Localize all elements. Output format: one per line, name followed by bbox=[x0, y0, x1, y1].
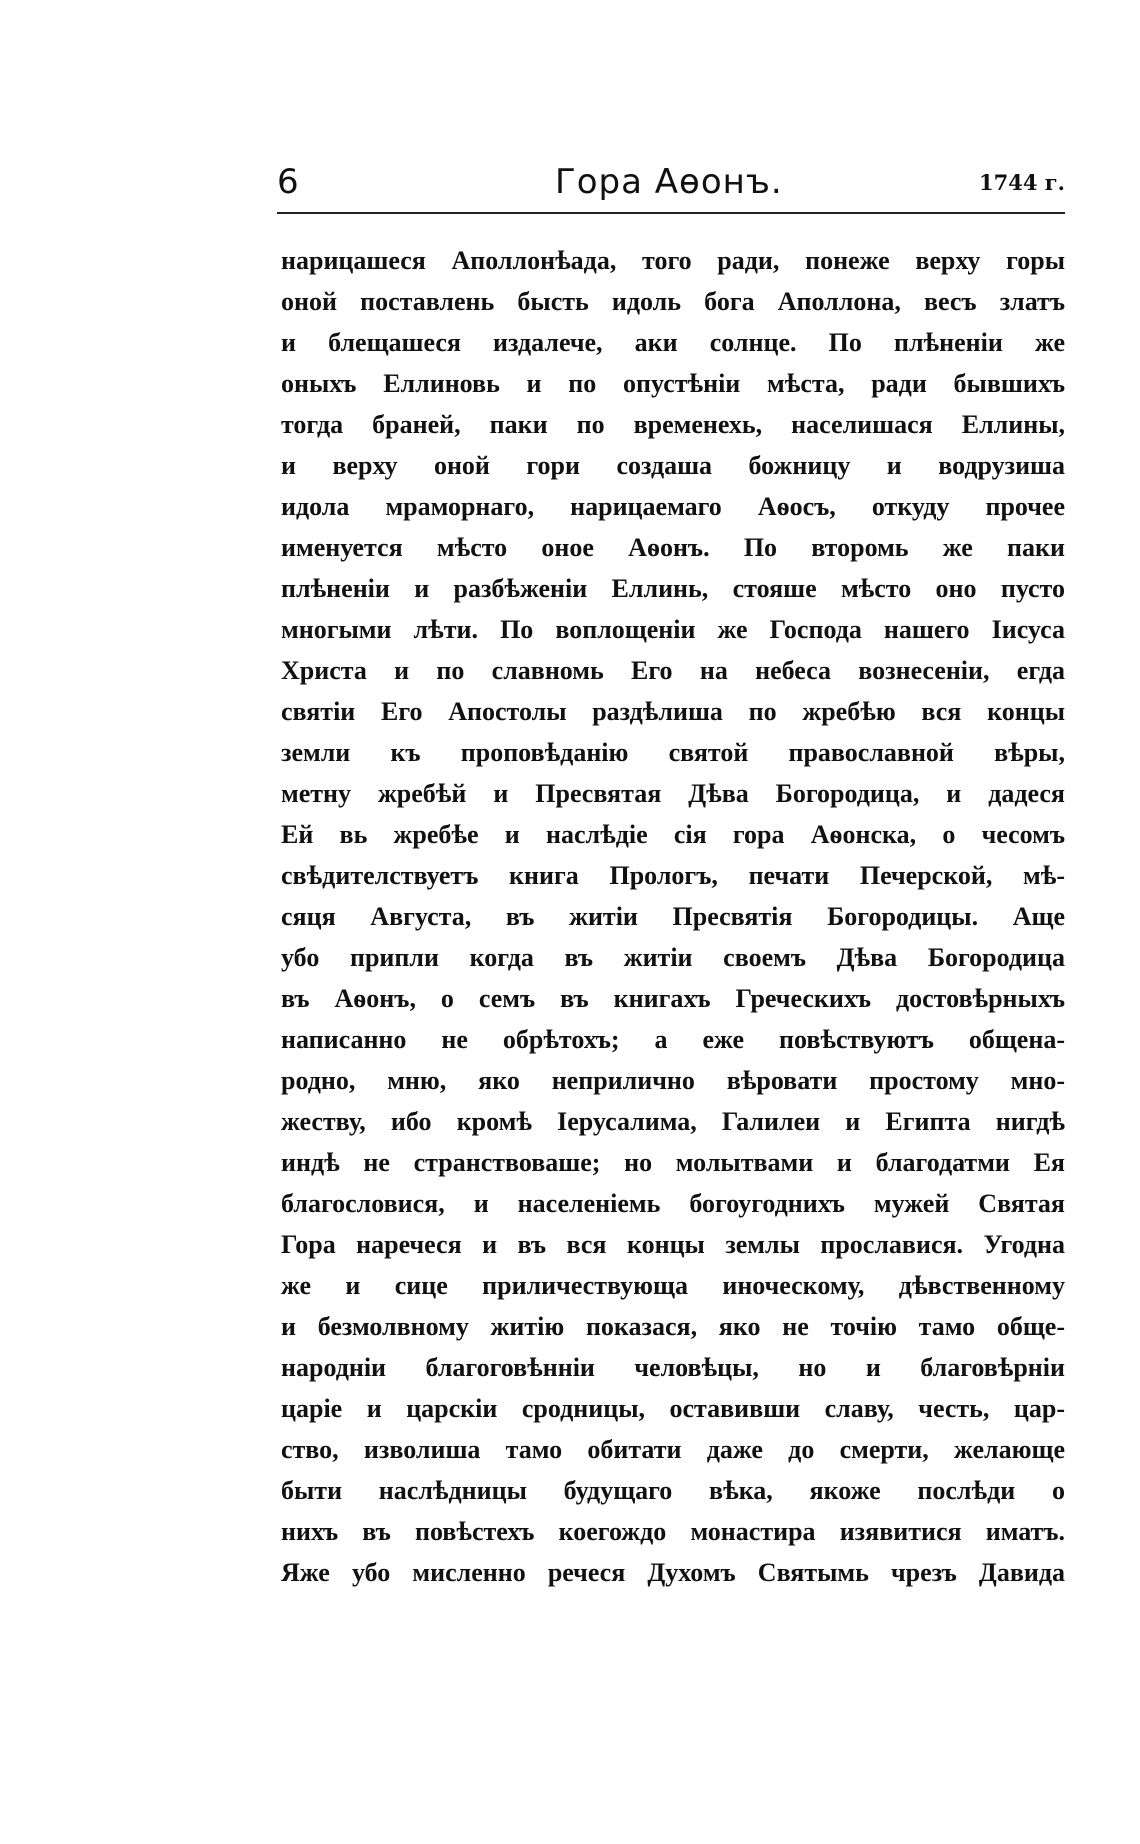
text-line: нихъ въ повѣстехъ коегождо монастира изявитися иматъ. bbox=[281, 1517, 1065, 1546]
text-line: родно, мню, яко неприлично вѣровати простому мно- bbox=[281, 1066, 1065, 1095]
page-header bbox=[277, 160, 1065, 210]
text-line: многыми лѣти. По воплощеніи же Господа нашего Іисуса bbox=[281, 615, 1065, 644]
text-line: Яже убо мисленно речеся Духомъ Святымь чрезъ Давида bbox=[281, 1558, 1065, 1587]
text-line: индѣ не странствоваше; но молытвами и благодатми Ея bbox=[281, 1148, 1065, 1177]
text-line: въ Аѳонъ, о семъ въ книгахъ Греческихъ достовѣрныхъ bbox=[281, 984, 1065, 1013]
text-line: плѣненіи и разбѣженіи Еллинь, стояше мѣсто оно пусто bbox=[281, 574, 1065, 603]
body-text bbox=[281, 240, 1065, 1593]
text-line: метну жребѣй и Пресвятая Дѣва Богородица, и дадеся bbox=[281, 779, 1065, 808]
text-line: благословися, и населеніемь богоугоднихъ мужей Святая bbox=[281, 1189, 1065, 1218]
text-line: и безмолвному житію показася, яко не точію тамо обще- bbox=[281, 1312, 1065, 1341]
text-line: ство, изволиша тамо обитати даже до смерти, желающе bbox=[281, 1435, 1065, 1464]
text-line: оной поставлень бысть идоль бога Аполлона, весъ златъ bbox=[281, 287, 1065, 316]
text-line: жеству, ибо кромѣ Іерусалима, Галилеи и Египта нигдѣ bbox=[281, 1107, 1065, 1136]
text-line: сяця Августа, въ житіи Пресвятія Богородицы. Аще bbox=[281, 902, 1065, 931]
text-line: святіи Его Апостолы раздѣлиша по жребѣю вся концы bbox=[281, 697, 1065, 726]
running-title: Гора Аѳонъ. bbox=[555, 162, 783, 202]
text-line: быти наслѣдницы будущаго вѣка, якоже послѣди о bbox=[281, 1476, 1065, 1505]
text-line: Ей вь жребѣе и наслѣдіе сія гора Аѳонска, о чесомъ bbox=[281, 820, 1065, 849]
text-line: же и сице приличествующа иноческому, дѣвственному bbox=[281, 1271, 1065, 1300]
text-line: свѣдителствуетъ книга Прологъ, печати Печерской, мѣ- bbox=[281, 861, 1065, 890]
text-line: Христа и по славномь Его на небеса вознесеніи, егда bbox=[281, 656, 1065, 685]
text-line: идола мраморнаго, нарицаемаго Аѳосъ, откуду прочее bbox=[281, 492, 1065, 521]
text-line: тогда браней, паки по временехь, населишася Еллины, bbox=[281, 410, 1065, 439]
text-line: оныхъ Еллиновь и по опустѣніи мѣста, ради бывшихъ bbox=[281, 369, 1065, 398]
text-line: и верху оной гори создаша божницу и водрузиша bbox=[281, 451, 1065, 480]
text-line: земли къ проповѣданію святой православной вѣры, bbox=[281, 738, 1065, 767]
year-label: 1744 г. bbox=[979, 170, 1065, 195]
text-line: Гора наречеся и въ вся концы землы прославися. Угодна bbox=[281, 1230, 1065, 1259]
page-number: 6 bbox=[277, 162, 299, 202]
text-line: царіе и царскіи сродницы, оставивши славу, честь, цар- bbox=[281, 1394, 1065, 1423]
text-line: написанно не обрѣтохъ; а еже повѣствуютъ общена- bbox=[281, 1025, 1065, 1054]
text-line: народніи благоговѣнніи человѣцы, но и благовѣрніи bbox=[281, 1353, 1065, 1382]
text-line: именуется мѣсто оное Аѳонъ. По второмь же паки bbox=[281, 533, 1065, 562]
header-rule bbox=[277, 212, 1065, 214]
text-line: нарицашеся Аполлонѣада, того ради, понеже верху горы bbox=[281, 246, 1065, 275]
text-line: убо припли когда въ житіи своемъ Дѣва Богородица bbox=[281, 943, 1065, 972]
text-line: и блещашеся издалече, аки солнце. По плѣненіи же bbox=[281, 328, 1065, 357]
